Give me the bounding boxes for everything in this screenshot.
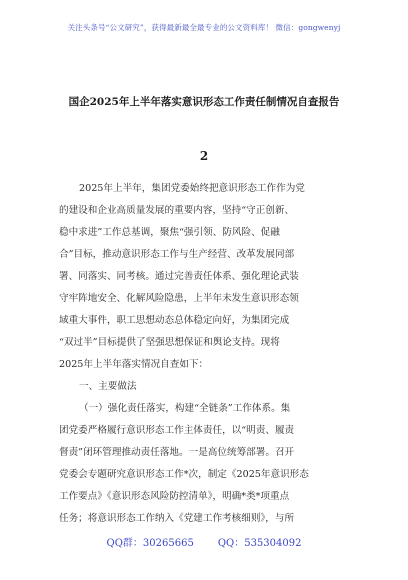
- body-line: 2025年上半年，集团党委始终把意识形态工作作为党: [79, 183, 305, 194]
- header-banner: 关注头条号“公文研究”，获得最新最全最专业的公文资料库！ 微信：gongwenyj: [67, 23, 341, 32]
- body-line: 2025年上半年落实情况自查如下：: [59, 359, 209, 370]
- footer-qq-group: QQ群：30265665: [106, 538, 194, 549]
- body-line: 合”目标，推动意识形态工作与生产经营、改革发展同部: [59, 249, 295, 260]
- body-line: 任务；将意识形态工作纳入《党建工作考核细则》，与所: [59, 513, 295, 524]
- body-line: 的建设和企业高质量发展的重要内容，坚持“守正创新、: [59, 205, 295, 216]
- body-line: 守牢阵地安全、化解风险隐患，上半年未发生意识形态领: [59, 293, 299, 304]
- body-line: 域重大事件，职工思想动态总体稳定向好，为集团完成: [59, 315, 290, 326]
- footer-contact: [0, 534, 408, 549]
- body-line: 团党委严格履行意识形态工作主体责任，以“明责、履责: [59, 425, 295, 436]
- page-number: 2: [199, 149, 209, 163]
- body-line: 稳中求进”工作总基调，聚焦“强引领、防风险、促融: [59, 227, 280, 238]
- body-line: 工作要点》《意识形态风险防控清单》，明确*类*项重点: [59, 491, 290, 502]
- section-heading: 一、主要做法: [79, 381, 137, 392]
- body-line: 署、同落实、同考核。通过完善责任体系、强化理论武装: [59, 271, 299, 282]
- body-line: 督责”闭环管理推动责任落地。一是高位统筹部署。召开: [59, 447, 295, 458]
- document-title: 国企2025年上半年落实意识形态工作责任制情况自查报告: [68, 96, 340, 108]
- body-line: 党委会专题研究意识形态工作*次，制定《2025年意识形态: [59, 469, 309, 480]
- footer-qq: QQ：535304092: [217, 538, 302, 549]
- body-line: （一）强化责任落实，构建“全链条”工作体系。集: [79, 403, 291, 414]
- document-body: [59, 178, 354, 530]
- body-line: “双过半”目标提供了坚强思想保证和舆论支持。现将: [59, 337, 280, 348]
